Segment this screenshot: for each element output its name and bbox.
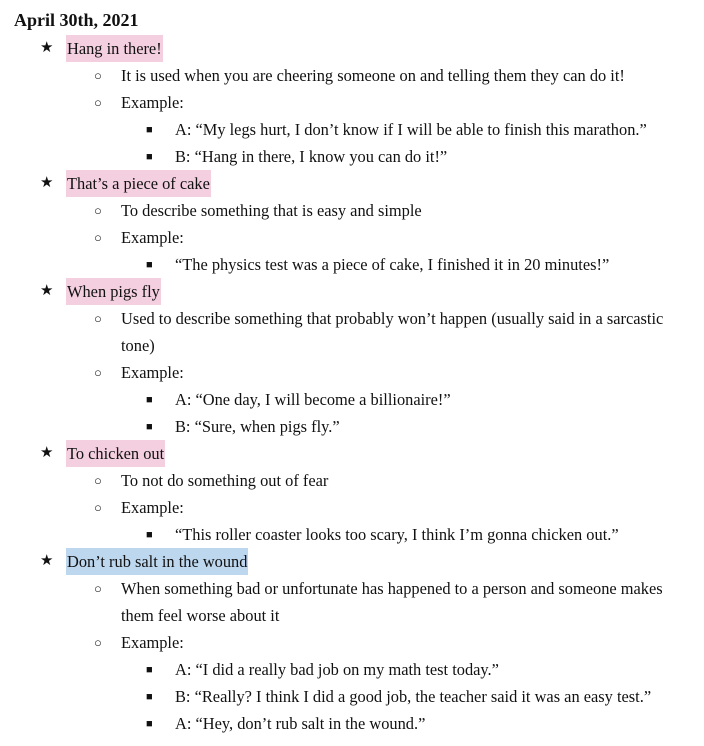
idiom-heading [40, 440, 165, 467]
meaning-item [94, 467, 328, 494]
idiom-heading [40, 170, 211, 197]
circle-bullet-icon: ○ [94, 203, 102, 218]
idiom-meaning: Used to describe something that probably won’t happen (usually said in a sarcastic tone) [121, 309, 664, 355]
star-bullet-icon: ★ [40, 283, 54, 299]
meaning-item [94, 575, 693, 629]
example-item [146, 656, 499, 683]
example-item [146, 683, 651, 710]
example-label: Example: [121, 93, 184, 112]
meaning-item [94, 62, 625, 89]
example-text: B: “Really? I think I did a good job, the teacher said it was an easy test.” [175, 687, 652, 706]
example-text: A: “I did a really bad job on my math test today.” [175, 660, 499, 679]
example-label: Example: [121, 228, 184, 247]
idiom-title: When pigs fly [66, 278, 161, 305]
square-bullet-icon: ■ [146, 664, 153, 676]
star-bullet-icon: ★ [40, 445, 54, 461]
star-bullet-icon: ★ [40, 175, 54, 191]
example-text: “This roller coaster looks too scary, I think I’m gonna chicken out.” [175, 525, 619, 544]
idiom-heading [40, 548, 248, 575]
square-bullet-icon: ■ [146, 124, 153, 136]
example-item [146, 251, 609, 278]
idiom-meaning: It is used when you are cheering someone on and telling them they can do it! [121, 66, 625, 85]
idiom-meaning: When something bad or unfortunate has happened to a person and someone makes them feel worse about it [121, 579, 663, 625]
idiom-title: That’s a piece of cake [66, 170, 211, 197]
square-bullet-icon: ■ [146, 691, 153, 703]
square-bullet-icon: ■ [146, 529, 153, 541]
circle-bullet-icon: ○ [94, 230, 102, 245]
circle-bullet-icon: ○ [94, 473, 102, 488]
idiom-meaning: To not do something out of fear [121, 471, 329, 490]
example-label-item [94, 359, 184, 386]
example-text: A: “One day, I will become a billionaire!” [175, 390, 451, 409]
square-bullet-icon: ■ [146, 421, 153, 433]
circle-bullet-icon: ○ [94, 365, 102, 380]
example-text: A: “Hey, don’t rub salt in the wound.” [175, 714, 426, 733]
example-label-item [94, 224, 184, 251]
idiom-title: Hang in there! [66, 35, 163, 62]
idiom-heading [40, 278, 161, 305]
example-item [146, 521, 619, 548]
example-text: B: “Sure, when pigs fly.” [175, 417, 340, 436]
square-bullet-icon: ■ [146, 394, 153, 406]
idiom-title: Don’t rub salt in the wound [66, 548, 248, 575]
example-item [146, 413, 340, 440]
idiom-heading [40, 35, 163, 62]
meaning-item [94, 197, 422, 224]
example-label-item [94, 629, 184, 656]
idiom-meaning: To describe something that is easy and simple [121, 201, 422, 220]
example-item [146, 386, 451, 413]
meaning-item [94, 305, 693, 359]
circle-bullet-icon: ○ [94, 500, 102, 515]
circle-bullet-icon: ○ [94, 581, 102, 596]
example-item [146, 116, 647, 143]
example-text: A: “My legs hurt, I don’t know if I will be able to finish this marathon.” [175, 120, 647, 139]
example-item [146, 143, 447, 170]
example-label-item [94, 89, 184, 116]
example-label: Example: [121, 633, 184, 652]
example-item [146, 710, 425, 737]
circle-bullet-icon: ○ [94, 68, 102, 83]
idiom-title: To chicken out [66, 440, 165, 467]
example-label: Example: [121, 498, 184, 517]
example-text: “The physics test was a piece of cake, I finished it in 20 minutes!” [175, 255, 610, 274]
example-text: B: “Hang in there, I know you can do it!” [175, 147, 448, 166]
star-bullet-icon: ★ [40, 553, 54, 569]
circle-bullet-icon: ○ [94, 95, 102, 110]
square-bullet-icon: ■ [146, 718, 153, 730]
square-bullet-icon: ■ [146, 151, 153, 163]
square-bullet-icon: ■ [146, 259, 153, 271]
circle-bullet-icon: ○ [94, 635, 102, 650]
date-heading: April 30th, 2021 [14, 10, 139, 30]
star-bullet-icon: ★ [40, 40, 54, 56]
circle-bullet-icon: ○ [94, 311, 102, 326]
example-label: Example: [121, 363, 184, 382]
example-label-item [94, 494, 184, 521]
